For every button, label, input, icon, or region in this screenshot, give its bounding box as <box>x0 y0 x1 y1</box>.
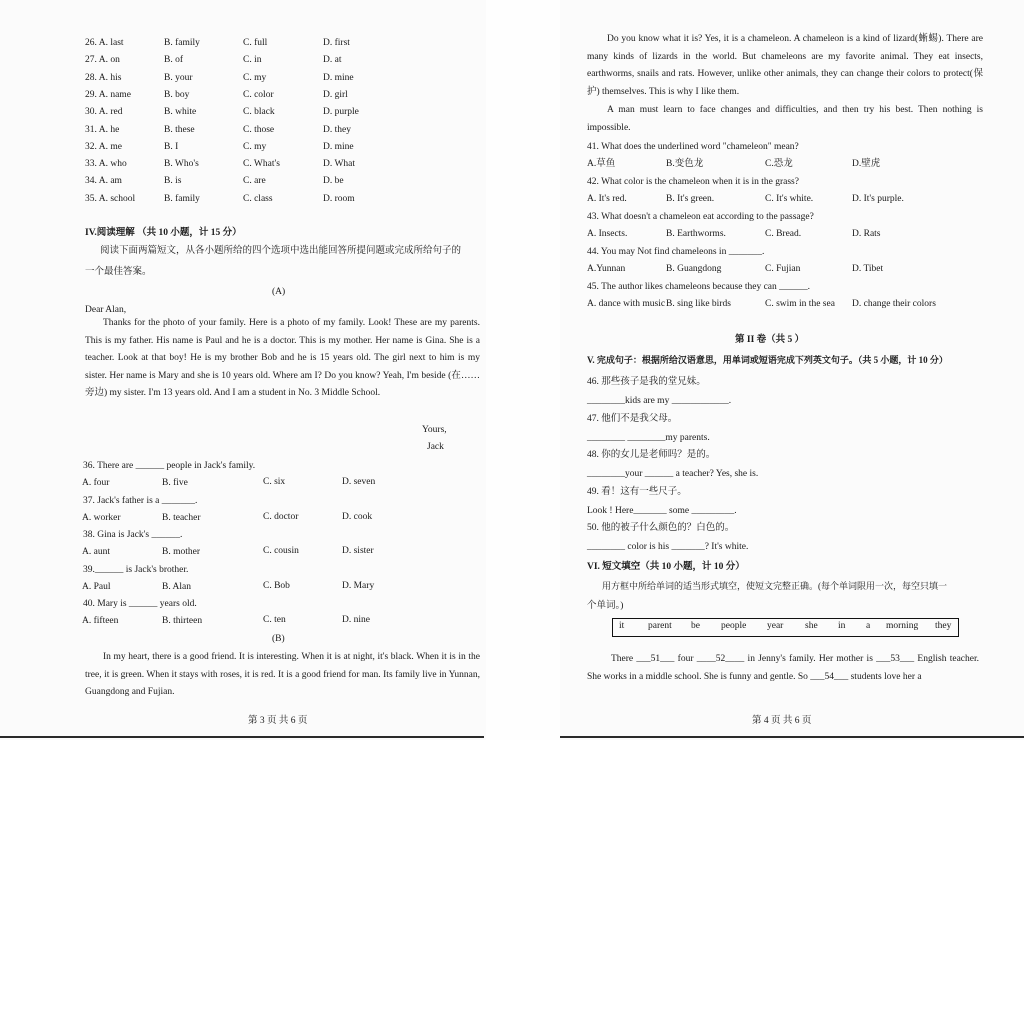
answer-option-d: D. cook <box>342 511 373 522</box>
question-stem: 41. What does the underlined word "chameleon" mean? <box>587 142 799 152</box>
question-stem: 36. There are ______ people in Jack's family. <box>83 461 256 471</box>
sentence-prompt-cn: 49. 看！这有一些尺子。 <box>587 486 687 497</box>
answer-option-b: B. mother <box>162 547 200 558</box>
answer-option-a: A.Yunnan <box>587 264 626 274</box>
answer-option-b: B. five <box>162 478 188 488</box>
cloze-option-a: 32. A. me <box>85 141 122 152</box>
passage-b-continued-2: A man must learn to face changes and difficulties, and then try his best. Then nothing is impossible. <box>587 105 983 133</box>
word-bank-item: year <box>767 621 784 631</box>
answer-option-d: D. sister <box>342 546 374 557</box>
word-bank-item: in <box>838 621 846 631</box>
answer-option-d: D. change their colors <box>852 299 936 309</box>
answer-option-c: C. Fujian <box>765 264 801 274</box>
page-footer-left: 第 3 页 共 6 页 <box>248 716 308 726</box>
page-bottom-rule-left <box>0 736 484 738</box>
sentence-blank-en: ________ ________my parents. <box>587 432 710 443</box>
cloze-option-a: 26. A. last <box>85 38 124 48</box>
cloze-option-a: 29. A. name <box>85 89 131 100</box>
answer-option-a: A. It's red. <box>587 194 627 204</box>
answer-option-c: C. It's white. <box>765 194 814 204</box>
answer-option-b: B.变色龙 <box>666 159 704 169</box>
cloze-option-d: D. be <box>323 176 344 187</box>
cloze-option-b: B. these <box>164 124 195 135</box>
answer-option-a: A. dance with music <box>587 299 666 309</box>
question-stem: 38. Gina is Jack's ______. <box>83 530 183 541</box>
part2-title: 第 II 卷（共 5 ） <box>735 335 805 345</box>
cloze-option-b: B. Who's <box>164 159 199 170</box>
section5-title: V. 完成句子：根据所给汉语意思，用单词或短语完成下列英文句子。（共 5 小题，计 10 分） <box>587 355 948 365</box>
cloze-option-b: B. family <box>164 193 200 204</box>
sentence-prompt-cn: 50. 他的被子什么颜色的？白色的。 <box>587 523 735 533</box>
cloze-option-d: D. first <box>323 38 350 48</box>
answer-option-a: A. fifteen <box>82 616 119 627</box>
page-gutter <box>486 0 560 740</box>
cloze-option-a: 27. A. on <box>85 55 120 66</box>
section6-instruction-2: 个单词。) <box>587 601 624 611</box>
cloze-option-c: C. are <box>243 176 266 187</box>
answer-option-c: C. doctor <box>263 511 299 522</box>
cloze-option-c: C. What's <box>243 159 280 170</box>
answer-option-d: D.壁虎 <box>852 159 881 169</box>
cloze-option-d: D. What <box>323 159 356 170</box>
answer-option-a: A.草鱼 <box>587 159 616 169</box>
answer-option-c: C. Bob <box>263 580 290 591</box>
cloze-option-d: D. room <box>323 193 355 204</box>
answer-option-b: B. Earthworms. <box>666 229 726 239</box>
passage-b-text: In my heart, there is a good friend. It is interesting. When it is at night, it's black. When it is in the tree, it is green. When it stays with roses, it is red. It is a good friend for man. Its family live in Yunnan, Guangdong and Fujian. <box>85 652 480 697</box>
answer-option-d: D. seven <box>342 477 376 487</box>
page-bottom-rule-right <box>560 736 1024 738</box>
cloze-option-b: B. your <box>164 72 193 83</box>
section6-title: VI. 短文填空（共 10 小题，计 10 分） <box>587 562 745 572</box>
answer-option-c: C. six <box>263 477 286 487</box>
cloze-option-b: B. white <box>164 107 197 118</box>
cloze-option-c: C. black <box>243 107 275 118</box>
cloze-option-d: D. they <box>323 124 351 135</box>
word-bank-item: people <box>721 621 747 631</box>
cloze-option-d: D. girl <box>323 89 348 100</box>
cloze-option-a: 34. A. am <box>85 176 122 187</box>
answer-option-b: B. thirteen <box>162 616 203 627</box>
word-bank-item: she <box>805 621 818 631</box>
answer-option-c: C. swim in the sea <box>765 299 835 309</box>
answer-option-b: B. Alan <box>162 581 192 592</box>
sentence-prompt-cn: 48. 你的女儿是老师吗？是的。 <box>587 450 716 460</box>
section4-instruction-1: 阅读下面两篇短文，从各小题所给的四个选项中选出能回答所提问题或完成所给句子的 <box>100 246 462 256</box>
word-bank-item: they <box>935 621 952 631</box>
word-bank-item: a <box>866 621 871 631</box>
passage-a-label: (A) <box>272 287 286 297</box>
answer-option-d: D. Mary <box>342 580 375 591</box>
cloze-option-d: D. purple <box>323 107 359 118</box>
question-stem: 45. The author likes chameleons because they can ______. <box>587 282 811 292</box>
question-stem: 37. Jack's father is a _______. <box>83 495 198 506</box>
question-stem: 44. You may Not find chameleons in _______. <box>587 247 765 257</box>
answer-option-d: D. nine <box>342 615 370 626</box>
cloze-option-c: C. my <box>243 72 267 83</box>
letter-closing: Yours, <box>422 425 447 435</box>
cloze-option-d: D. mine <box>323 72 354 83</box>
passage-c-text: There ___51___ four ____52____ in Jenny's family. Her mother is ___53___ English teacher. She works in a middle school. She is funny and gentle. So ___54___ students love her a <box>587 654 979 682</box>
question-stem: 42. What color is the chameleon when it is in the grass? <box>587 177 799 187</box>
page-footer-right: 第 4 页 共 6 页 <box>752 716 812 726</box>
cloze-option-b: B. is <box>164 176 182 187</box>
word-bank-item: morning <box>886 621 919 631</box>
cloze-option-b: B. I <box>164 141 179 152</box>
sentence-blank-en: ________your ______ a teacher? Yes, she is. <box>587 469 759 479</box>
word-bank-box <box>612 618 959 637</box>
cloze-option-c: C. my <box>243 141 267 152</box>
section6-instruction-1: 用方框中所给单词的适当形式填空，使短文完整正确。(每个单词限用一次，每空只填一 <box>602 581 947 591</box>
answer-option-a: A. Paul <box>82 581 111 592</box>
cloze-option-a: 28. A. his <box>85 72 122 83</box>
word-bank-item: be <box>691 621 700 631</box>
cloze-option-a: 35. A. school <box>85 193 136 204</box>
cloze-option-a: 30. A. red <box>85 107 123 118</box>
answer-option-d: D. It's purple. <box>852 194 904 204</box>
sentence-prompt-cn: 46. 那些孩子是我的堂兄妹。 <box>587 377 706 387</box>
cloze-option-a: 31. A. he <box>85 124 120 135</box>
answer-option-c: C. ten <box>263 615 286 626</box>
cloze-option-d: D. mine <box>323 141 354 152</box>
cloze-option-b: B. of <box>164 55 183 66</box>
answer-option-a: A. four <box>82 478 110 488</box>
sentence-blank-en: ________kids are my ____________. <box>587 396 732 406</box>
sentence-blank-en: Look ! Here_______ some _________. <box>587 505 737 516</box>
word-bank-item: it <box>619 621 625 631</box>
answer-option-c: C. Bread. <box>765 229 802 239</box>
letter-body: Thanks for the photo of your family. Here is a photo of my family. Look! These are my parents. This is my father. His name is Paul and he is a doctor. This is my mother. Her name is Gina. She is a teacher. Look at that boy! He is my brother Bob and he is 15 years old. The girl next to him is my sister. Her name is Mary and she is 10 years old. Where am I? Do you know? Yeah, I'm beside (在……旁边) my sister. I'm 13 years old. And I am a student in No. 3 Middle School. <box>85 318 480 398</box>
passage-b-continued-1: Do you know what it is? Yes, it is a chameleon. A chameleon is a kind of lizard(蜥蜴). There are many kinds of lizards in the world. But chameleons are my favorite animal. They eat insects, earthworms, snails and rats. However, unlike other animals, they can change their colors to protect(保护) themselves. This is why I like them. <box>587 34 983 97</box>
word-bank-item: parent <box>648 621 672 631</box>
cloze-option-b: B. family <box>164 38 200 48</box>
answer-option-b: B. teacher <box>162 512 201 523</box>
sentence-blank-en: ________ color is his _______? It's white. <box>587 542 749 552</box>
cloze-option-c: C. full <box>243 38 268 48</box>
answer-option-d: D. Tibet <box>852 264 884 274</box>
question-stem: 39.______ is Jack's brother. <box>83 564 189 575</box>
answer-option-a: A. Insects. <box>587 229 628 239</box>
answer-option-d: D. Rats <box>852 229 881 239</box>
cloze-option-c: C. class <box>243 193 273 204</box>
answer-option-c: C. cousin <box>263 546 299 557</box>
answer-option-b: B. It's green. <box>666 194 715 204</box>
answer-option-b: B. sing like birds <box>666 299 731 309</box>
question-stem: 43. What doesn't a chameleon eat according to the passage? <box>587 212 814 222</box>
letter-greeting: Dear Alan, <box>85 305 127 315</box>
answer-option-a: A. aunt <box>82 547 110 558</box>
answer-option-b: B. Guangdong <box>666 264 722 274</box>
cloze-option-c: C. in <box>243 55 262 66</box>
letter-signature: Jack <box>427 442 444 452</box>
cloze-option-b: B. boy <box>164 89 190 100</box>
answer-option-c: C.恐龙 <box>765 159 793 169</box>
section4-title: IV.阅读理解 （共 10 小题，计 15 分） <box>85 228 242 238</box>
cloze-option-d: D. at <box>323 55 342 66</box>
passage-b-label: (B) <box>272 634 285 644</box>
cloze-option-c: C. those <box>243 124 275 135</box>
sentence-prompt-cn: 47. 他们不是我父母。 <box>587 413 678 424</box>
cloze-option-c: C. color <box>243 89 274 100</box>
cloze-option-a: 33. A. who <box>85 159 127 170</box>
section4-instruction-2: 一个最佳答案。 <box>85 267 152 277</box>
question-stem: 40. Mary is ______ years old. <box>83 599 197 610</box>
answer-option-a: A. worker <box>82 512 121 523</box>
